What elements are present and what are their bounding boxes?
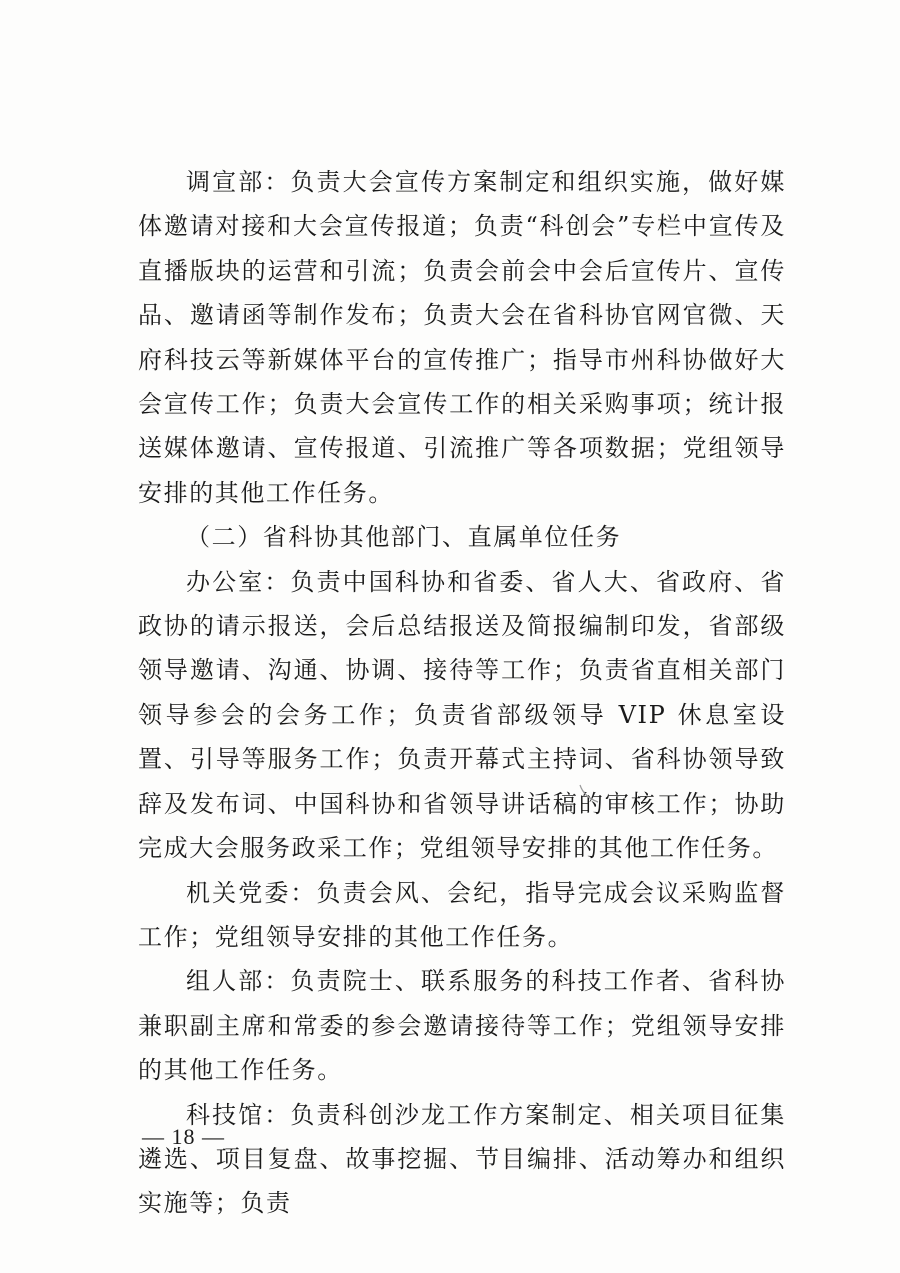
section-heading-other-departments: （二）省科协其他部门、直属单位任务 (186, 523, 622, 552)
paragraph-personnel-dept: 组人部：负责院士、联系服务的科技工作者、省科协兼职副主席和常委的参会邀请接待等工作；党组领导安排的其他工作任务。 (138, 967, 786, 1085)
stray-pen-mark (578, 783, 606, 805)
paragraph-publicity-dept: 调宣部：负责大会宣传方案制定和组织实施，做好媒体邀请对接和大会宣传报道；负责“科创会”专栏中宣传及直播版块的运营和引流；负责会前会中会后宣传片、宣传品、邀请函等制作发布；负责大会在省科协官网官微、天府科技云等新媒体平台的宣传推广；指导市州科协做好大会宣传工作；负责大会宣传工作的相关采购事项；统计报送媒体邀请、宣传报道、引流推广等各项数据；党组领导安排的其他工作任务。 (138, 168, 786, 507)
page-number: — 18 — (142, 1124, 225, 1149)
paragraph-science-museum: 科技馆：负责科创沙龙工作方案制定、相关项目征集遴选、项目复盘、故事挖掘、节目编排、活动筹办和组织实施等；负责 (138, 1100, 786, 1218)
paragraph-general-office: 办公室：负责中国科协和省委、省人大、省政府、省政协的请示报送，会后总结报送及简报编制印发，省部级领导邀请、沟通、协调、接待等工作；负责省直相关部门领导参会的会务工作；负责省部级领导 VIP 休息室设置、引导等服务工作；负责开幕式主持词、省科协领导致辞及发布词、中国科协和省领导讲话稿的审核工作；协助完成大会服务政采工作；党组领导安排的其他工作任务。 (138, 567, 786, 863)
paragraph-party-committee: 机关党委：负责会风、会纪，指导完成会议采购监督工作；党组领导安排的其他工作任务。 (138, 878, 786, 951)
document-body (138, 160, 786, 1226)
